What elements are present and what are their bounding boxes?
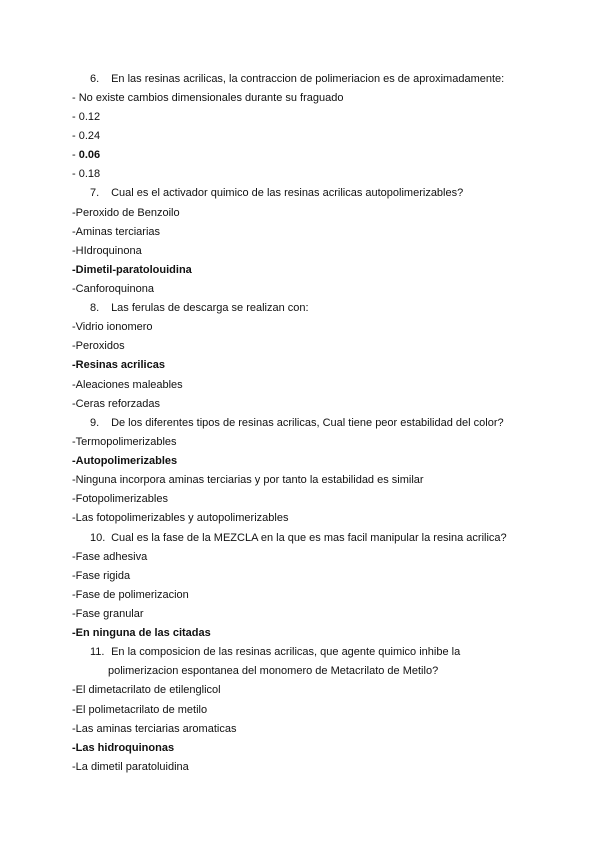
- option-q8-4: -Aleaciones maleables: [72, 379, 183, 391]
- option-q7-1: -Peroxido de Benzoilo: [72, 207, 180, 219]
- option-q6-2: - 0.12: [72, 111, 101, 123]
- correct-answer-q8: -Resinas acrilicas: [72, 359, 165, 371]
- option-q9-4: -Fotopolimerizables: [72, 493, 168, 505]
- option-q9-1: -Termopolimerizables: [72, 436, 177, 448]
- question-text: En la composicion de las resinas acrilicas, que agente quimico inhibe la: [111, 646, 461, 658]
- option-q7-3: -HIdroquinona: [72, 245, 142, 257]
- correct-answer-q9: -Autopolimerizables: [72, 455, 178, 467]
- question-text: Las ferulas de descarga se realizan con:: [111, 302, 309, 314]
- correct-answer-q10: -En ninguna de las citadas: [72, 627, 211, 639]
- option-q6-5: - 0.18: [72, 168, 101, 180]
- option-q10-2: -Fase rigida: [72, 570, 131, 582]
- question-11: [90, 645, 460, 659]
- option-q7-5: -Canforoquinona: [72, 283, 154, 295]
- option-q10-3: -Fase de polimerizacion: [72, 589, 189, 601]
- question-number: 6.: [90, 73, 100, 85]
- question-10: [90, 531, 507, 545]
- option-q10-1: -Fase adhesiva: [72, 551, 148, 563]
- option-prefix: -: [72, 149, 79, 161]
- option-q6-4: [72, 148, 100, 162]
- option-q11-5: -La dimetil paratoluidina: [72, 761, 189, 773]
- question-number: 9.: [90, 417, 100, 429]
- question-number: 7.: [90, 187, 100, 199]
- option-q8-2: -Peroxidos: [72, 340, 125, 352]
- option-q8-5: -Ceras reforzadas: [72, 398, 161, 410]
- option-q9-3: -Ninguna incorpora aminas terciarias y por tanto la estabilidad es similar: [72, 474, 424, 486]
- question-text: Cual es el activador quimico de las resinas acrilicas autopolimerizables?: [111, 187, 464, 199]
- correct-answer-q11: -Las hidroquinonas: [72, 742, 175, 754]
- option-q10-4: -Fase granular: [72, 608, 144, 620]
- option-q8-1: -Vidrio ionomero: [72, 321, 153, 333]
- question-7: [90, 186, 463, 200]
- option-q7-2: -Aminas terciarias: [72, 226, 161, 238]
- option-q11-3: -Las aminas terciarias aromaticas: [72, 723, 237, 735]
- option-q9-5: -Las fotopolimerizables y autopolimerizables: [72, 512, 289, 524]
- question-6: [90, 72, 504, 86]
- question-text: En las resinas acrilicas, la contraccion de polimeriacion es de aproximadamente:: [111, 73, 505, 85]
- question-number: 10.: [90, 532, 106, 544]
- question-8: [90, 301, 309, 315]
- correct-answer: 0.06: [78, 149, 101, 161]
- question-number: 8.: [90, 302, 100, 314]
- question-text: De los diferentes tipos de resinas acrilicas, Cual tiene peor estabilidad del color?: [111, 417, 504, 429]
- correct-answer-q7: -Dimetil-paratolouidina: [72, 264, 192, 276]
- question-11-continuation: polimerizacion espontanea del monomero de Metacrilato de Metilo?: [108, 665, 439, 677]
- question-text: Cual es la fase de la MEZCLA en la que es mas facil manipular la resina acrilica?: [111, 532, 507, 544]
- question-number: 11.: [90, 646, 105, 658]
- option-q11-2: -El polimetacrilato de metilo: [72, 704, 208, 716]
- question-9: [90, 416, 504, 430]
- option-q6-1: - No existe cambios dimensionales durante su fraguado: [72, 92, 344, 104]
- option-q11-1: -El dimetacrilato de etilenglicol: [72, 684, 221, 696]
- option-q6-3: - 0.24: [72, 130, 101, 142]
